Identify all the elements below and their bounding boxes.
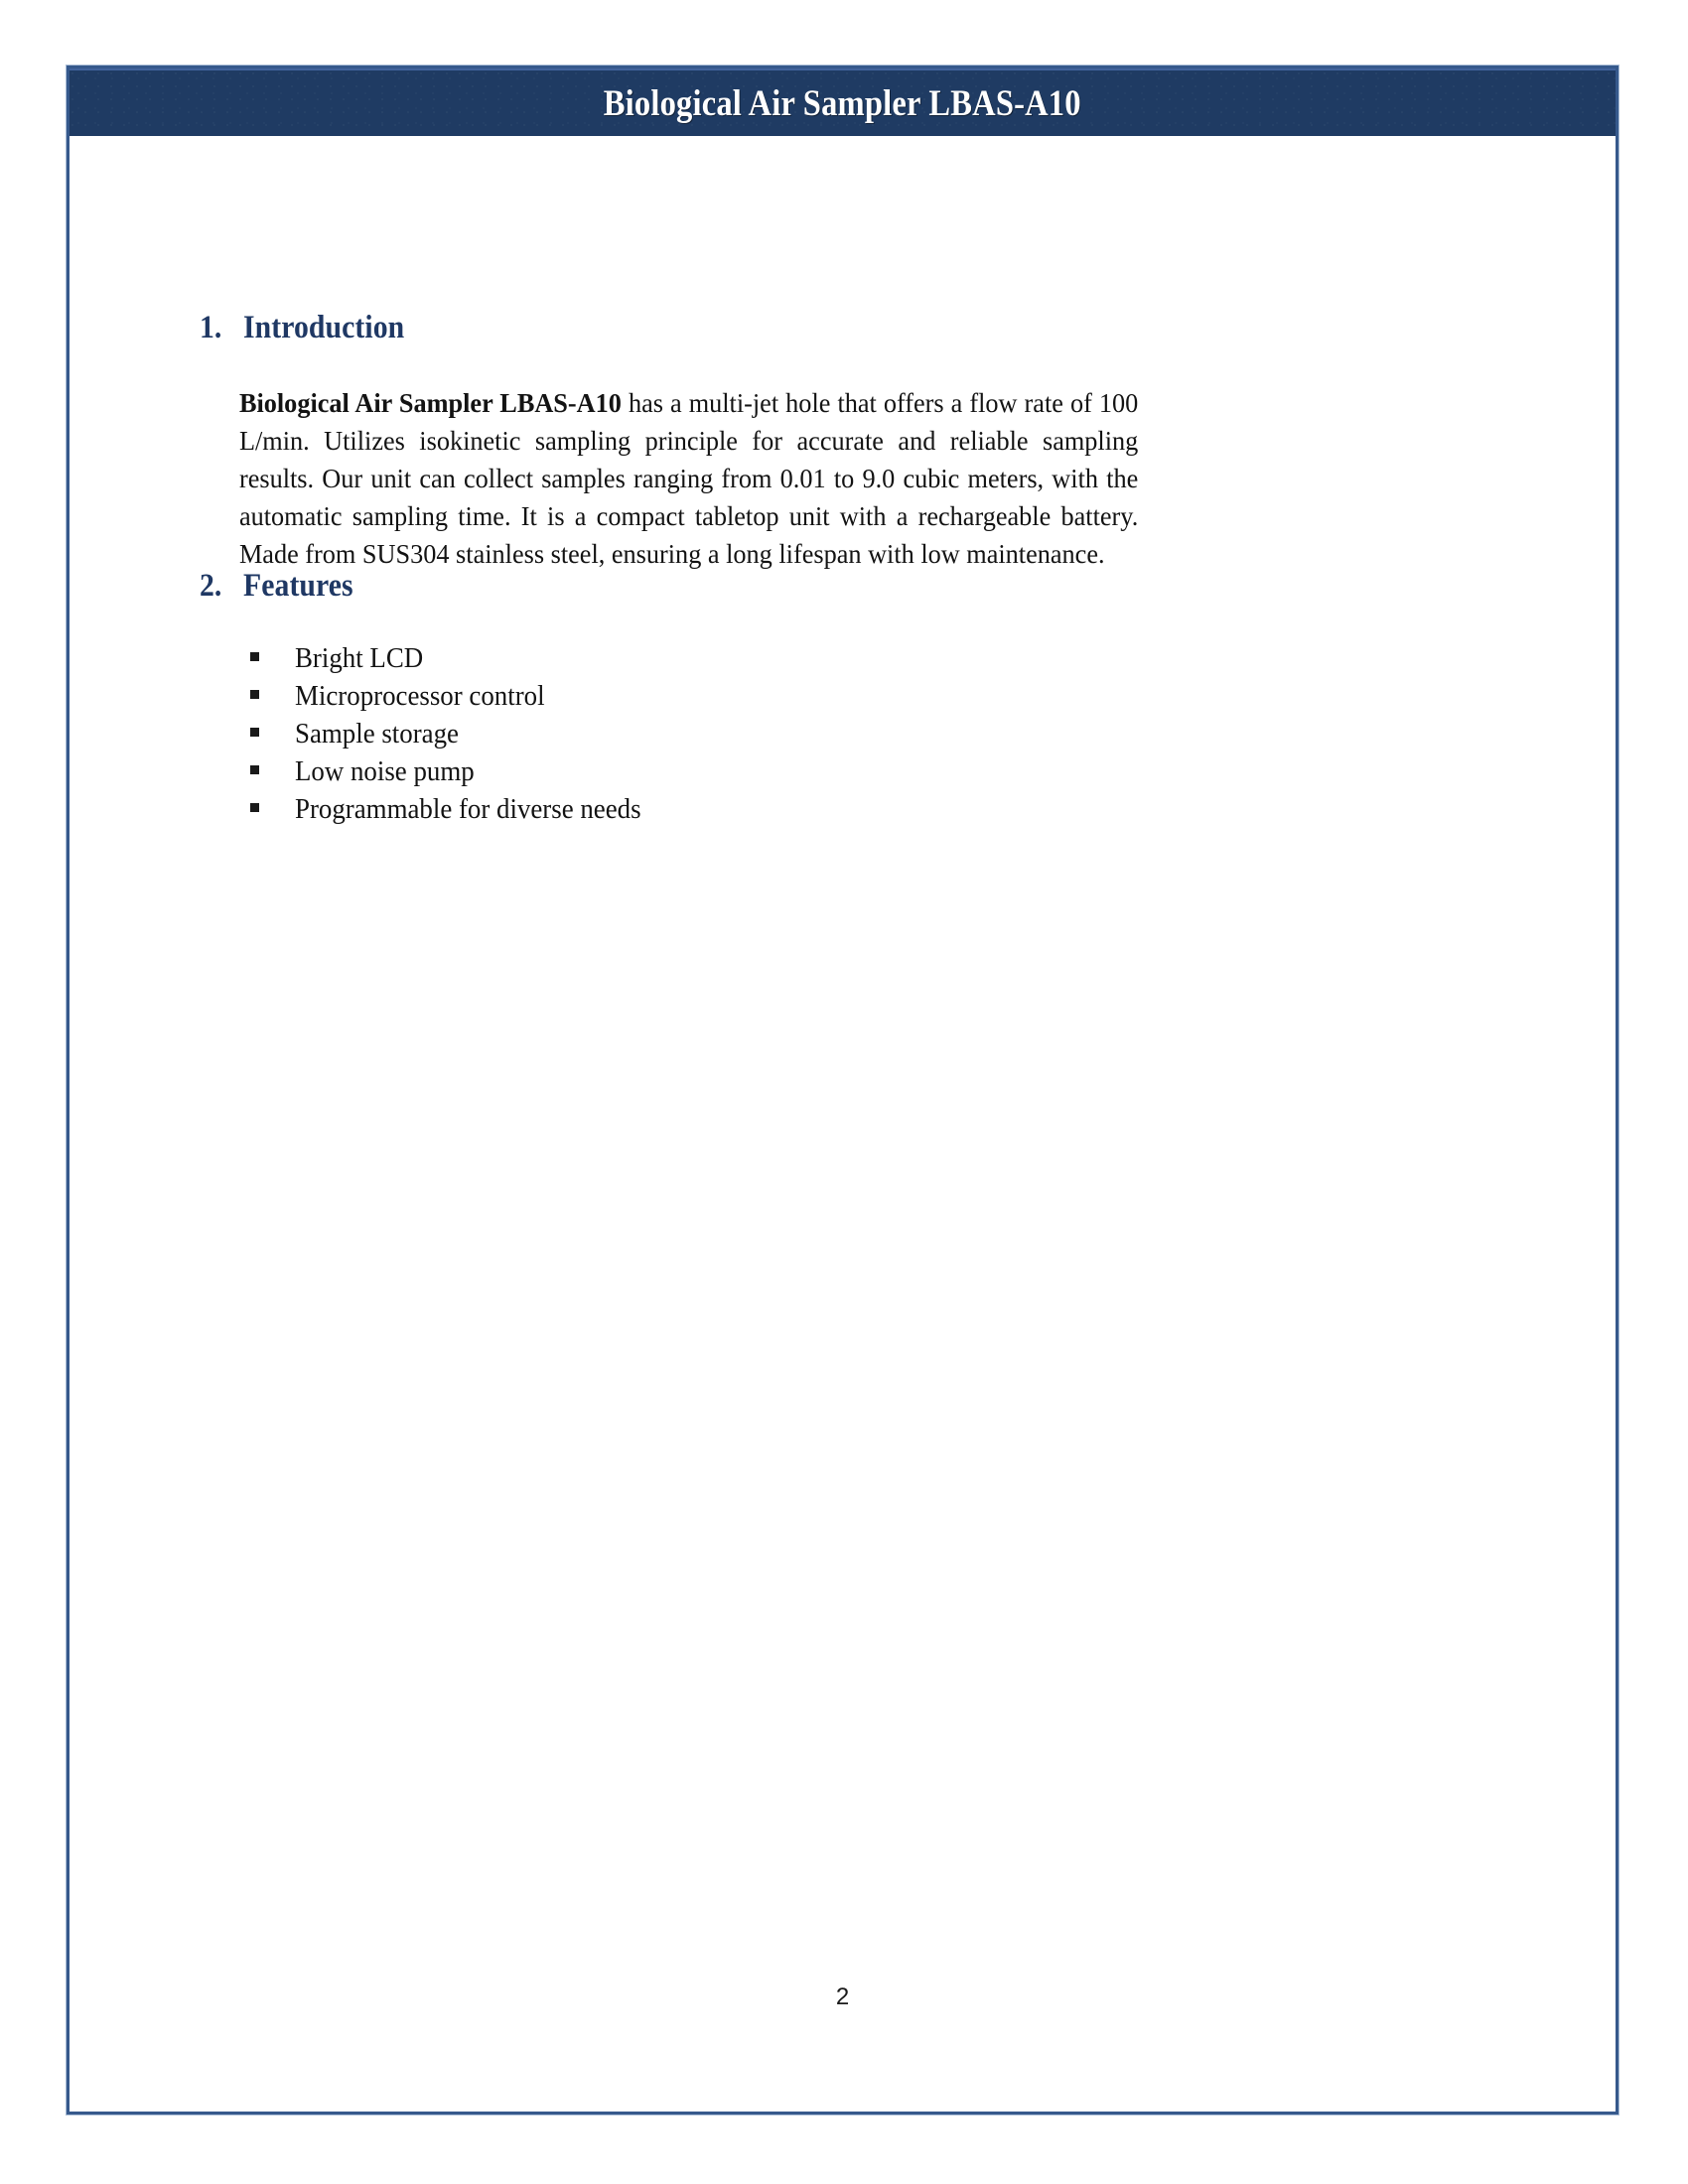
list-item-label: Microprocessor control <box>295 681 545 712</box>
heading-features <box>70 568 1616 605</box>
section-introduction <box>70 310 1616 573</box>
introduction-paragraph <box>70 384 1274 573</box>
heading-title: Introduction <box>243 310 405 345</box>
list-item-label: Programmable for diverse needs <box>295 794 641 825</box>
page-border-frame <box>67 66 1618 2115</box>
document-header-title: Biological Air Sampler LBAS-A10 <box>604 82 1081 124</box>
list-item <box>250 640 1616 678</box>
introduction-paragraph-text: has a multi-jet hole that offers a flow rate of 100 L/min. Utilizes isokinetic sampling principle for accurate and reliable sampling results. Our unit can collect samples ranging from 0.01 to 9.0 cubic meters, with the automatic sampling time. It is a compact tabletop unit with a rechargeable battery. Made from SUS304 stainless steel, ensuring a long lifespan with low maintenance. <box>238 387 1139 569</box>
heading-title: Features <box>243 568 353 604</box>
square-bullet-icon <box>250 728 259 737</box>
list-item-label: Bright LCD <box>295 643 424 674</box>
heading-introduction <box>70 310 1616 346</box>
page-number: 2 <box>835 1983 850 2010</box>
list-item <box>250 678 1616 716</box>
heading-number: 1. <box>200 310 222 345</box>
features-list <box>70 640 1616 829</box>
list-item <box>250 716 1616 753</box>
square-bullet-icon <box>250 765 259 774</box>
square-bullet-icon <box>250 690 259 699</box>
list-item-label: Sample storage <box>295 719 459 750</box>
product-name-bold: Biological Air Sampler LBAS-A10 <box>238 387 622 418</box>
list-item-label: Low noise pump <box>295 756 475 787</box>
list-item <box>250 753 1616 791</box>
square-bullet-icon <box>250 803 259 812</box>
heading-number: 2. <box>200 568 222 604</box>
document-content <box>70 136 1616 2112</box>
square-bullet-icon <box>250 652 259 661</box>
section-features <box>70 568 1616 829</box>
document-header-banner <box>70 68 1616 136</box>
list-item <box>250 791 1616 829</box>
